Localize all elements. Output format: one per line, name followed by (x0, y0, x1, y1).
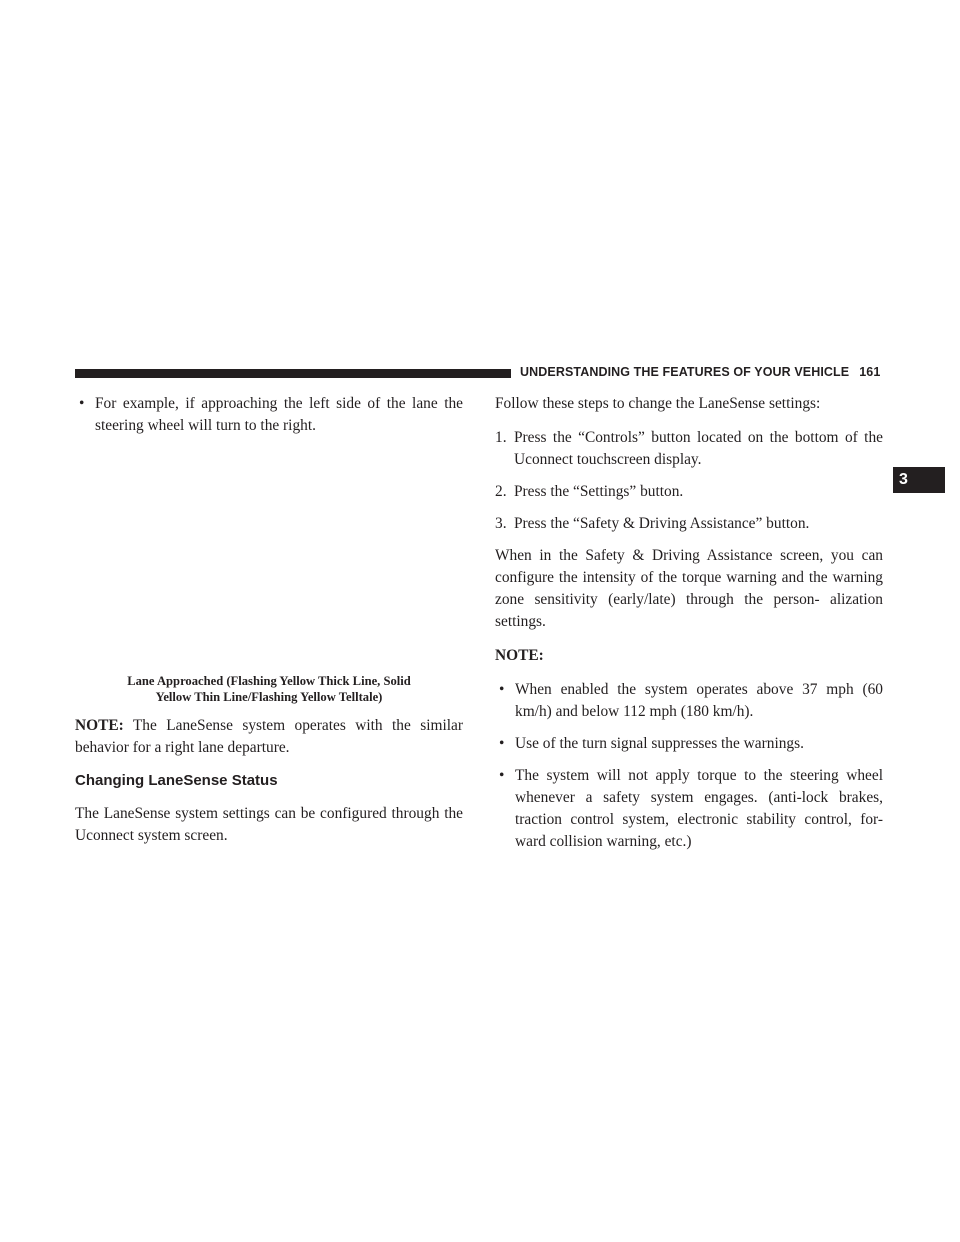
step-number: 1. (495, 429, 507, 446)
step-number: 3. (495, 515, 507, 532)
page-number: 161 (859, 365, 881, 379)
right-column (495, 393, 883, 863)
bullet-item (495, 765, 883, 853)
body-paragraph: The LaneSense system settings can be configured through the Uconnect system screen. (75, 805, 463, 844)
note-label: NOTE: (495, 647, 544, 664)
note-paragraph (75, 715, 463, 759)
left-column (75, 393, 463, 859)
steps-intro: Follow these steps to change the LaneSense settings: (495, 395, 821, 412)
bullet-icon: • (79, 395, 85, 412)
section-title: UNDERSTANDING THE FEATURES OF YOUR VEHICLE (520, 365, 850, 379)
caption-line-2: Yellow Thin Line/Flashing Yellow Telltale) (155, 690, 383, 704)
header-rule-bar (75, 369, 511, 378)
step-text: Press the “Controls” button located on the bottom of the Uconnect touchscreen display. (514, 429, 883, 468)
note-text: The LaneSense system operates with the similar behavior for a right lane departure. (75, 717, 463, 756)
bullet-item (495, 679, 883, 723)
step-number: 2. (495, 483, 507, 500)
body-paragraph: When in the Safety & Driving Assistance screen, you can configure the intensity of the torque warning and the warning zone sensitivity (early/late) through the person- alization settings. (495, 547, 883, 630)
bullet-icon: • (499, 767, 505, 784)
section-heading: Changing LaneSense Status (75, 772, 278, 789)
step-item (495, 427, 883, 471)
bullet-text: Use of the turn signal suppresses the warnings. (515, 735, 804, 752)
bullet-icon: • (499, 735, 505, 752)
step-text: Press the “Safety & Driving Assistance” button. (514, 515, 810, 532)
figure-caption (75, 673, 463, 705)
caption-line-1: Lane Approached (Flashing Yellow Thick Line, Solid (127, 674, 411, 688)
step-item (495, 513, 883, 535)
bullet-text: When enabled the system operates above 37 mph (60 km/h) and below 112 mph (180 km/h). (515, 681, 883, 720)
figure-area (75, 447, 463, 673)
chapter-tab: 3 (893, 467, 945, 493)
note-heading (495, 645, 883, 667)
running-header (520, 365, 880, 379)
bullet-item (75, 393, 463, 437)
step-text: Press the “Settings” button. (514, 483, 684, 500)
note-label: NOTE: (75, 717, 124, 734)
bullet-icon: • (499, 681, 505, 698)
bullet-item (495, 733, 883, 755)
step-item (495, 481, 883, 503)
bullet-text: The system will not apply torque to the steering wheel whenever a safety system engages. (anti-lock brakes, traction control system, electronic stability control, for- ward collision warning, etc.) (515, 767, 883, 850)
bullet-text: For example, if approaching the left side of the lane the steering wheel will turn to the right. (95, 395, 463, 434)
